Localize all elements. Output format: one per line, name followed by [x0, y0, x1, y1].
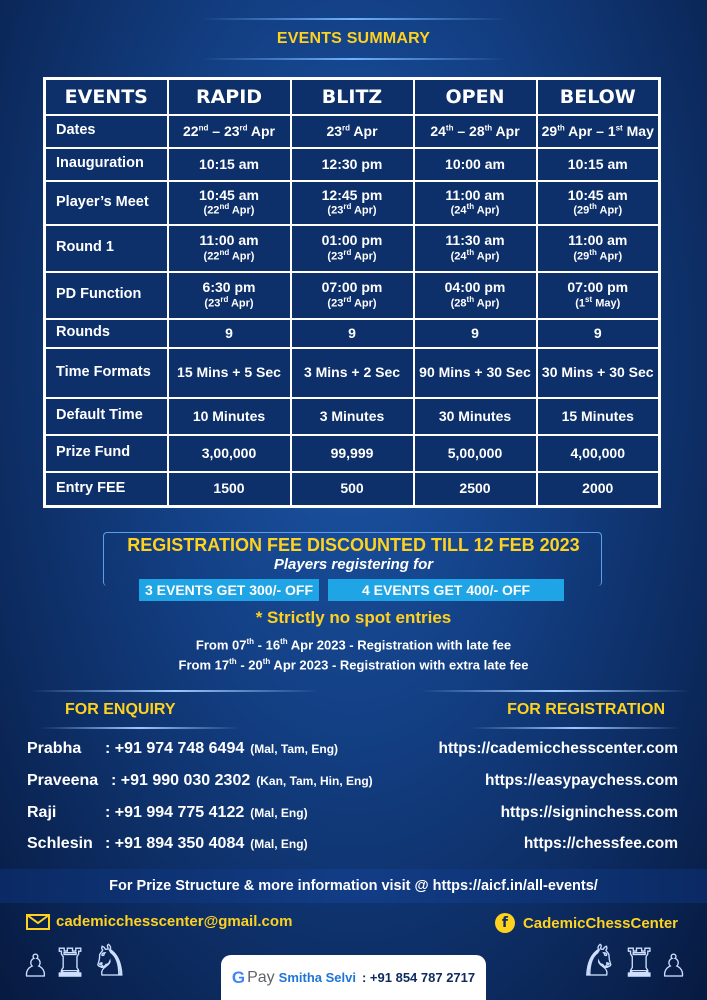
header-divider-top: [200, 18, 506, 20]
table-cell: 01:00 pm (23rd Apr): [291, 225, 414, 272]
facebook-contact[interactable]: [495, 913, 678, 933]
table-cell: 9: [291, 319, 414, 348]
table-cell: 15 Mins + 5 Sec: [168, 348, 291, 398]
table-cell: 5,00,000: [414, 435, 537, 472]
page-title: EVENTS SUMMARY: [276, 29, 431, 47]
table-cell: 6:30 pm (23rd Apr): [168, 272, 291, 319]
table-cell: 24th – 28th Apr: [414, 115, 537, 148]
chess-pieces-left: [22, 936, 129, 985]
table-cell: 22nd – 23rd Apr: [168, 115, 291, 148]
table-cell: 10:45 am (22nd Apr): [168, 181, 291, 225]
table-cell: 3 Mins + 2 Sec: [291, 348, 414, 398]
contact-entry: [27, 835, 308, 853]
row-label: Dates: [45, 115, 168, 148]
table-cell: 30 Minutes: [414, 398, 537, 435]
table-cell: 4,00,000: [537, 435, 660, 472]
email-contact[interactable]: [26, 913, 292, 930]
contact-phone[interactable]: : +91 894 350 4084: [105, 835, 245, 852]
facebook-icon: f: [495, 913, 515, 933]
table-cell: 11:30 am (24th Apr): [414, 225, 537, 272]
gpay-label: Pay: [247, 968, 275, 986]
registration-link[interactable]: https://signinchess.com: [500, 804, 678, 821]
knight-icon: ♞: [90, 936, 129, 985]
gpay-badge: [221, 955, 486, 1000]
info-bar: [0, 869, 707, 903]
envelope-icon: [26, 914, 50, 930]
table-row: [45, 472, 660, 507]
contact-languages: (Mal, Eng): [250, 806, 308, 820]
table-row: [45, 148, 660, 181]
table-cell: 11:00 am (24th Apr): [414, 181, 537, 225]
offer-4-events: 4 EVENTS GET 400/- OFF: [328, 579, 564, 601]
table-row: [45, 398, 660, 435]
registration-subtitle: Players registering for: [273, 556, 434, 573]
table-row: [45, 272, 660, 319]
extra-late-fee-note: From 17th - 20th Apr 2023 - Registration with extra late fee: [178, 657, 529, 673]
late-fee-note: From 07th - 16th Apr 2023 - Registration with late fee: [195, 637, 512, 653]
table-row: [45, 348, 660, 398]
table-cell: 23rd Apr: [291, 115, 414, 148]
table-cell: 11:00 am (29th Apr): [537, 225, 660, 272]
table-cell: 99,999: [291, 435, 414, 472]
enquiry-heading: FOR ENQUIRY: [65, 701, 176, 718]
pawn-icon: ♟: [22, 949, 49, 984]
gpay-name: Smitha Selvi: [278, 970, 356, 985]
table-row: [45, 115, 660, 148]
offer-3-events: 3 EVENTS GET 300/- OFF: [139, 579, 319, 601]
table-header-row: [45, 79, 660, 115]
enquiry-divider-bottom: [40, 727, 240, 729]
contact-entry: [27, 740, 338, 758]
table-cell: 10:15 am: [537, 148, 660, 181]
contact-languages: (Kan, Tam, Hin, Eng): [256, 774, 373, 788]
contact-name: Prabha: [27, 740, 82, 757]
table-cell: 10:15 am: [168, 148, 291, 181]
events-summary-table: [43, 77, 661, 508]
contact-languages: (Mal, Eng): [250, 837, 308, 851]
email-address: cademicchesscenter@gmail.com: [56, 913, 293, 930]
pawn-icon: ♟: [660, 949, 687, 984]
table-cell: 500: [291, 472, 414, 507]
header-divider-bottom: [200, 58, 506, 60]
table-row: [45, 435, 660, 472]
row-label: Entry FEE: [45, 472, 168, 507]
row-label: PD Function: [45, 272, 168, 319]
table-cell: 11:00 am (22nd Apr): [168, 225, 291, 272]
row-label: Rounds: [45, 319, 168, 348]
knight-icon: ♞: [580, 936, 619, 985]
facebook-handle: CademicChessCenter: [522, 914, 678, 932]
gpay-number: : +91 854 787 2717: [361, 970, 476, 985]
column-header: BELOW: [537, 79, 660, 115]
no-spot-entries: * Strictly no spot entries: [255, 608, 452, 627]
registration-title: REGISTRATION FEE DISCOUNTED TILL 12 FEB 2023: [127, 535, 580, 555]
contact-name: Raji: [27, 804, 57, 821]
row-label: Round 1: [45, 225, 168, 272]
table-cell: 07:00 pm (1st May): [537, 272, 660, 319]
table-cell: 9: [537, 319, 660, 348]
table-cell: 12:30 pm: [291, 148, 414, 181]
table-cell: 9: [168, 319, 291, 348]
contact-entry: [27, 804, 308, 822]
column-header: OPEN: [414, 79, 537, 115]
table-cell: 15 Minutes: [537, 398, 660, 435]
row-label: Inauguration: [45, 148, 168, 181]
table-cell: 2000: [537, 472, 660, 507]
table-cell: 12:45 pm (23rd Apr): [291, 181, 414, 225]
table-cell: 3,00,000: [168, 435, 291, 472]
contact-name: Schlesin: [27, 835, 93, 852]
column-header: RAPID: [168, 79, 291, 115]
table-cell: 30 Mins + 30 Sec: [537, 348, 660, 398]
row-label: Default Time: [45, 398, 168, 435]
contact-languages: (Mal, Tam, Eng): [250, 742, 339, 756]
registration-link[interactable]: https://chessfee.com: [523, 835, 678, 852]
table-row: [45, 225, 660, 272]
chess-pieces-right: [580, 936, 687, 985]
column-header: EVENTS: [45, 79, 168, 115]
table-row: [45, 319, 660, 348]
contact-phone[interactable]: : +91 994 775 4122: [105, 804, 245, 821]
contact-phone[interactable]: : +91 974 748 6494: [105, 740, 245, 757]
table-cell: 90 Mins + 30 Sec: [414, 348, 537, 398]
table-cell: 04:00 pm (28th Apr): [414, 272, 537, 319]
row-label: Player’s Meet: [45, 181, 168, 225]
google-g-icon: G: [231, 967, 246, 987]
table-cell: 10:45 am (29th Apr): [537, 181, 660, 225]
rook-icon: ♜: [52, 941, 87, 985]
table-cell: 10 Minutes: [168, 398, 291, 435]
table-cell: 10:00 am: [414, 148, 537, 181]
table-cell: 2500: [414, 472, 537, 507]
info-text[interactable]: For Prize Structure & more information visit @ https://aicf.in/all-events/: [109, 878, 598, 894]
table-cell: 1500: [168, 472, 291, 507]
registration-heading: FOR REGISTRATION: [507, 701, 665, 718]
registration-divider-top: [420, 690, 690, 692]
row-label: Prize Fund: [45, 435, 168, 472]
table-row: [45, 181, 660, 225]
table-cell: 3 Minutes: [291, 398, 414, 435]
contact-entry: [27, 772, 373, 790]
registration-divider-bottom: [470, 727, 680, 729]
table-cell: 29th Apr – 1st May: [537, 115, 660, 148]
table-cell: 9: [414, 319, 537, 348]
row-label: Time Formats: [45, 348, 168, 398]
rook-icon: ♜: [622, 941, 657, 985]
registration-link[interactable]: https://easypaychess.com: [485, 772, 678, 789]
contact-name: Praveena: [27, 772, 99, 789]
table-cell: 07:00 pm (23rd Apr): [291, 272, 414, 319]
column-header: BLITZ: [291, 79, 414, 115]
registration-link[interactable]: https://cademicchesscenter.com: [438, 740, 678, 757]
header-bar: [0, 23, 707, 54]
contact-phone[interactable]: : +91 990 030 2302: [111, 772, 251, 789]
enquiry-divider-top: [30, 690, 320, 692]
